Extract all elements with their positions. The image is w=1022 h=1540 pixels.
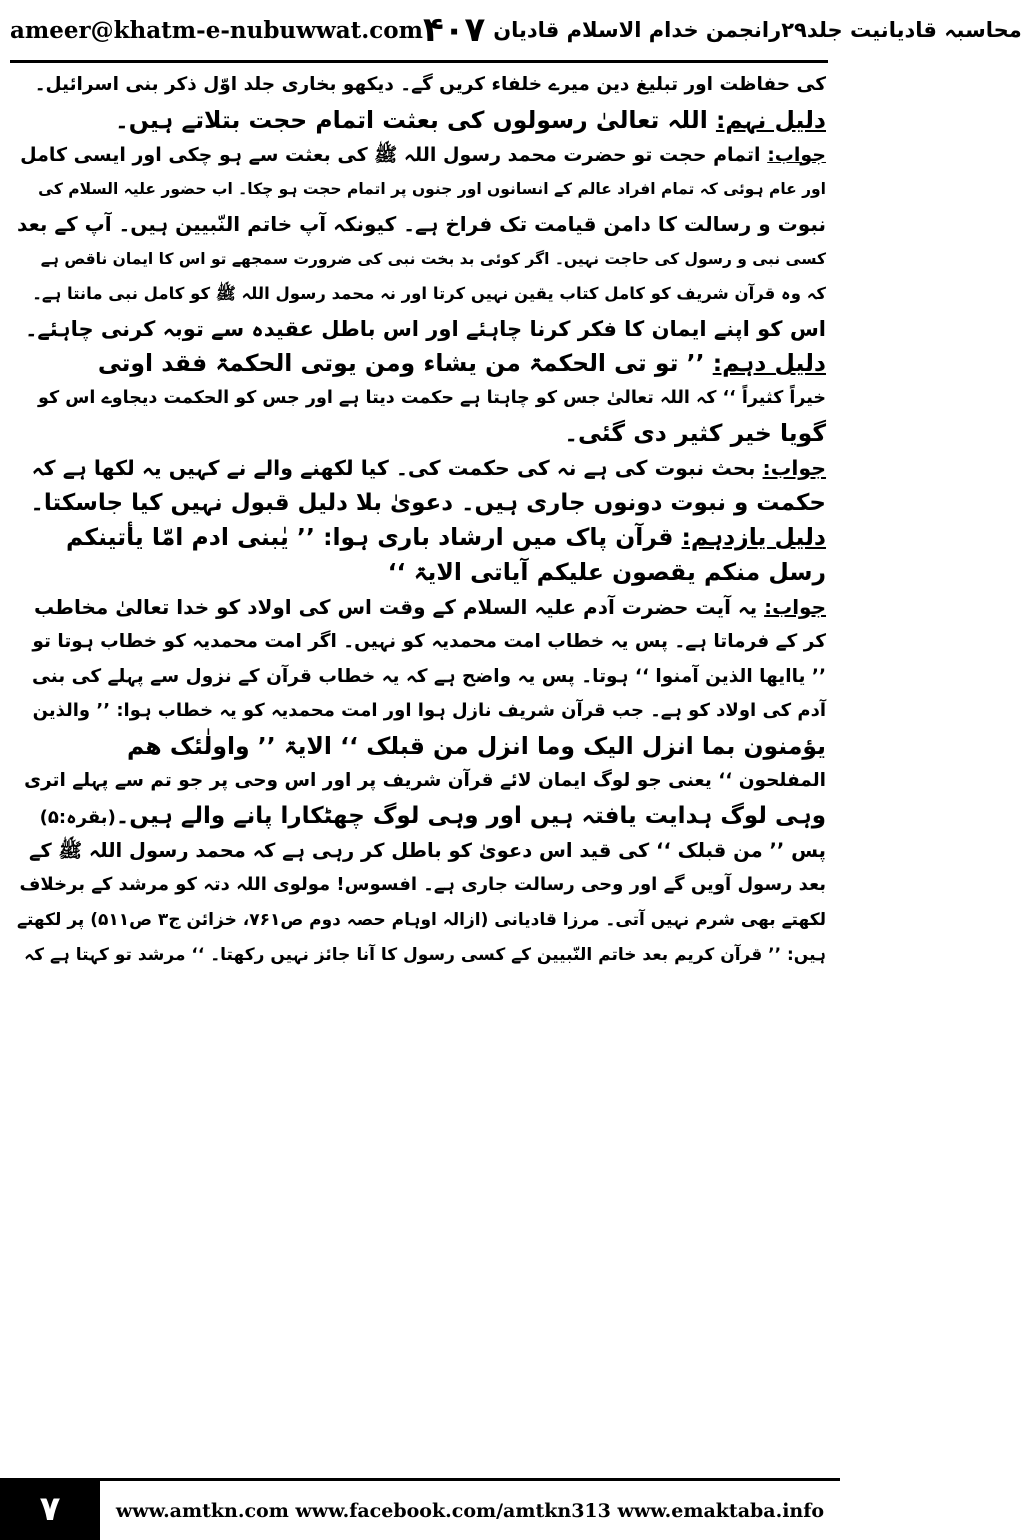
text-line [18, 416, 826, 451]
section-label: جواب: [764, 594, 826, 619]
line-text: حکمت و نبوت دونوں جاری ہیں۔ دعویٰ بلا دلیل قبول نہیں کیا جاسکتا۔ [30, 489, 826, 516]
section-label: دلیل نہم: [715, 105, 826, 134]
reference: (بقرہ:۵) [39, 806, 116, 828]
footer-page-index: ۷ [0, 1478, 100, 1540]
text-line [18, 903, 826, 938]
section-label: جواب: [767, 143, 826, 166]
header-page-number: ۴۰۷ [422, 10, 486, 50]
footer-links: www.amtkn.com www.facebook.com/amtkn313 www.emaktaba.info [100, 1478, 840, 1540]
text-line [18, 312, 826, 347]
text-line [18, 103, 826, 138]
text-line [18, 346, 826, 381]
body-text [18, 68, 826, 1460]
line-text: اللہ تعالیٰ رسولوں کی بعثت اتمام حجت بتلاتے ہیں۔ [115, 105, 716, 134]
line-text: یؤمنون بما انزل الیک وما انزل من قبلک ‘‘ الایۃ ’’ واولٰئک ھم [126, 732, 826, 761]
line-text: قرآن پاک میں ارشاد باری ہوا: ’’ یٰبنی ادم امّا یأتینکم [66, 523, 682, 552]
section-label: جواب: [762, 455, 826, 480]
header-email: ameer@khatm-e-nubuwwat.com [10, 16, 423, 44]
line-text: وہی لوگ ہدایت یافتہ ہیں اور وہی لوگ چھٹکارا پانے والے ہیں۔ [115, 802, 826, 829]
text-line [18, 486, 826, 521]
line-text: اتمام حجت تو حضرت محمد رسول اللہ ﷺ کی بعثت سے ہو چکی اور ایسی کامل [20, 143, 768, 166]
line-text: کی حفاظت اور تبلیغ دین میرے خلفاء کریں گے۔ دیکھو بخاری جلد اوّل ذکر بنی اسرائیل۔ [34, 74, 826, 95]
text-line [18, 590, 826, 625]
text-line [18, 729, 826, 764]
text-line [18, 694, 826, 729]
text-line [18, 625, 826, 660]
line-text: بعد رسول آویں گے اور وحی رسالت جاری ہے۔ افسوس! مولوی اللہ دتہ کو مرشد کے برخلاف [19, 874, 826, 896]
line-text: اور عام ہوئی کہ تمام افراد عالم کے انسانوں اور جنوں پر اتمام حجت ہو چکا۔ اب حضور علیہ السلام کی [38, 180, 826, 199]
text-line [18, 764, 826, 799]
line-text: بحث نبوت کی ہے نہ کی حکمت کی۔ کیا لکھنے والے نے کہیں یہ لکھا ہے کہ [31, 455, 763, 480]
line-text: کر کے فرماتا ہے۔ پس یہ خطاب امت محمدیہ کو نہیں۔ اگر امت محمدیہ کو خطاب ہوتا تو [32, 630, 826, 652]
line-text: خیراً کثیراً ‘‘ کہ اللہ تعالیٰ جس کو چاہتا ہے حکمت دیتا ہے اور جس کو الحکمت دیجاوے اس کو [38, 388, 826, 409]
text-line [18, 834, 826, 869]
line-text: پس ’’ من قبلک ‘‘ کی قید اس دعویٰ کو باطل کر رہی ہے کہ محمد رسول اللہ ﷺ کے [28, 838, 826, 862]
text-line [18, 555, 826, 590]
text-line [18, 451, 826, 486]
text-line [18, 207, 826, 242]
text-line [18, 242, 826, 277]
text-line [18, 172, 826, 207]
text-line [18, 138, 826, 173]
line-text: یہ آیت حضرت آدم علیہ السلام کے وقت اس کی اولاد کو خدا تعالیٰ مخاطب [34, 594, 765, 619]
header-title-group [423, 10, 1022, 50]
header-rule [10, 60, 828, 63]
line-text: المفلحون ‘‘ یعنی جو لوگ ایمان لائے قرآن شریف پر اور اس وحی پر جو تم سے پہلے اتری [24, 769, 826, 791]
line-text: رسل منکم یقصون علیکم آیاتی الایۃ ‘‘ [387, 558, 826, 587]
text-line [18, 938, 826, 973]
text-line [18, 520, 826, 555]
line-text: کہ وہ قرآن شریف کو کامل کتاب یقین نہیں کرتا اور نہ محمد رسول اللہ ﷺ کو کامل نبی مانتا ہے۔ [32, 283, 826, 303]
text-line [18, 277, 826, 312]
line-text: گویا خیر کثیر دی گئی۔ [564, 418, 826, 447]
page-footer [0, 1478, 840, 1540]
line-text: آدم کی اولاد کو ہے۔ جب قرآن شریف نازل ہوا اور امت محمدیہ کو یہ خطاب ہوا: ’’ والذین [32, 700, 826, 722]
text-line [18, 799, 826, 834]
text-line [18, 660, 826, 695]
line-text: لکھتے بھی شرم نہیں آتی۔ مرزا قادیانی (ازالہ اوہام حصہ دوم ص۷۶۱، خزائن ج۳ ص۵۱۱) پر لکھتے [17, 910, 826, 931]
line-text: نبوت و رسالت کا دامن قیامت تک فراخ ہے۔ کیونکہ آپ خاتم النّبیین ہیں۔ آپ کے بعد [17, 212, 826, 237]
line-text: ’’ تو تی الحکمۃ من یشاء ومن یوتی الحکمۃ فقد اوتی [97, 349, 713, 378]
header-title: محاسبہ قادیانیت جلد۲۹رانجمن خدام الاسلام قادیان [493, 18, 1022, 42]
section-label: دلیل یازدہم: [681, 523, 826, 552]
line-text: ہیں: ’’ قرآن کریم بعد خاتم النّبیین کے کسی رسول کا آنا جائز نہیں رکھتا۔ ‘‘ مرشد تو کہتا ہے کہ [24, 944, 826, 965]
line-text: اس کو اپنے ایمان کا فکر کرنا چاہئے اور اس باطل عقیدہ سے توبہ کرنی چاہئے۔ [25, 316, 826, 341]
line-text: ’’ یاایھا الذین آمنوا ‘‘ ہوتا۔ پس یہ واضح ہے کہ یہ خطاب قرآن کے نزول سے پہلے کی بنی [31, 665, 826, 687]
section-label: دلیل دہم: [712, 349, 826, 378]
page-header [0, 0, 1022, 60]
line-text: کسی نبی و رسول کی حاجت نہیں۔ اگر کوئی بد بخت نبی کی ضرورت سمجھے تو اس کا ایمان ناقص ہے [40, 249, 826, 268]
text-line [18, 68, 826, 103]
text-line [18, 381, 826, 416]
text-line [18, 868, 826, 903]
